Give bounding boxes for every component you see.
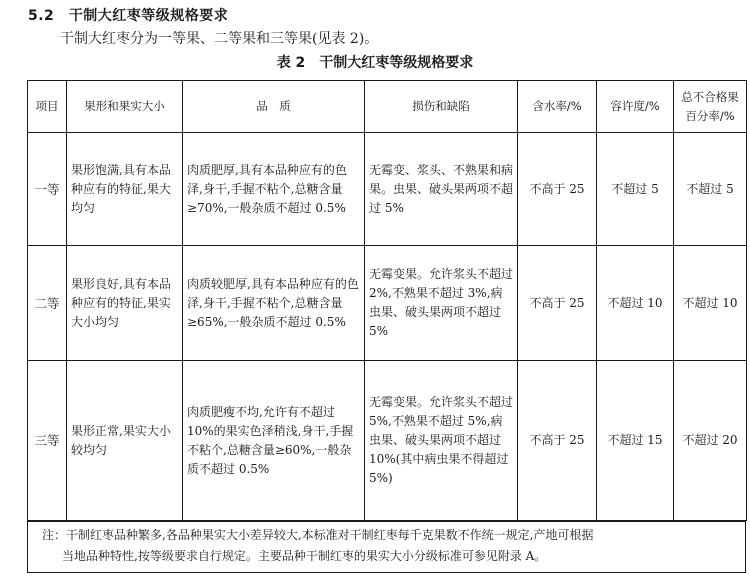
section-title: 干制大红枣等级规格要求	[68, 8, 229, 24]
shape-cell: 果形良好,具有本品种应有的特征,果实大小均匀	[67, 246, 183, 361]
table-note	[27, 521, 746, 573]
header-item: 项目	[28, 81, 67, 133]
table-row	[28, 133, 747, 246]
header-total-defect-rate: 总不合格果百分率/%	[674, 81, 747, 133]
table-caption: 表 2 干制大红枣等级规格要求	[276, 55, 474, 71]
note-line-1: 注：干制红枣品种繁多,各品种果实大小差异较大,本标准对干制红枣每千克果数不作统一规定,产地可根据	[42, 528, 594, 542]
header-moisture: 含水率/%	[518, 81, 597, 133]
grade-cell: 二等	[28, 246, 67, 361]
tolerance-cell: 不超过 10	[597, 246, 674, 361]
tolerance-cell: 不超过 5	[597, 133, 674, 246]
defects-cell: 无霉变、浆头、不熟果和病果。虫果、破头果两项不超过 5%	[365, 133, 518, 246]
defects-cell: 无霉变果。允许浆头不超过 5%,不熟果不超过 5%,病虫果、破头果两项不超过 10%(其中病虫果不得超过 5%)	[365, 361, 518, 521]
grade-cell: 一等	[28, 133, 67, 246]
moisture-cell: 不高于 25	[518, 133, 597, 246]
shape-cell: 果形正常,果实大小较均匀	[67, 361, 183, 521]
table-row	[28, 246, 747, 361]
quality-cell: 肉质肥厚,具有本品种应有的色泽,身干,手握不粘个,总糖含量≥70%,一般杂质不超过 0.5%	[183, 133, 365, 246]
shape-cell: 果形饱满,具有本品种应有的特征,果大均匀	[67, 133, 183, 246]
section-number: 5.2	[28, 8, 55, 24]
table-header-row	[28, 81, 747, 133]
header-quality: 品 质	[183, 81, 365, 133]
total-cell: 不超过 20	[674, 361, 747, 521]
intro-paragraph: 干制大红枣分为一等果、二等果和三等果(见表 2)。	[60, 31, 379, 47]
grade-spec-table	[27, 80, 747, 521]
tolerance-cell: 不超过 15	[597, 361, 674, 521]
header-tolerance: 容许度/%	[597, 81, 674, 133]
moisture-cell: 不高于 25	[518, 361, 597, 521]
header-shape-size: 果形和果实大小	[67, 81, 183, 133]
header-defects: 损伤和缺陷	[365, 81, 518, 133]
defects-cell: 无霉变果。允许浆头不超过 2%,不熟果不超过 3%,病虫果、破头果两项不超过 5%	[365, 246, 518, 361]
quality-cell: 肉质肥瘦不均,允许有不超过 10%的果实色泽稍浅,身干,手握不粘个,总糖含量≥60%,一般杂质不超过 0.5%	[183, 361, 365, 521]
note-line-2: 当地品种特性,按等级要求自行规定。主要品种干制红枣的果实大小分级标准可参见附录 A。	[62, 549, 547, 563]
total-cell: 不超过 10	[674, 246, 747, 361]
grade-cell: 三等	[28, 361, 67, 521]
section-heading	[28, 5, 228, 25]
total-cell: 不超过 5	[674, 133, 747, 246]
moisture-cell: 不高于 25	[518, 246, 597, 361]
quality-cell: 肉质较肥厚,具有本品种应有的色泽,身干,手握不粘个,总糖含量≥65%,一般杂质不超过 0.5%	[183, 246, 365, 361]
table-row	[28, 361, 747, 521]
